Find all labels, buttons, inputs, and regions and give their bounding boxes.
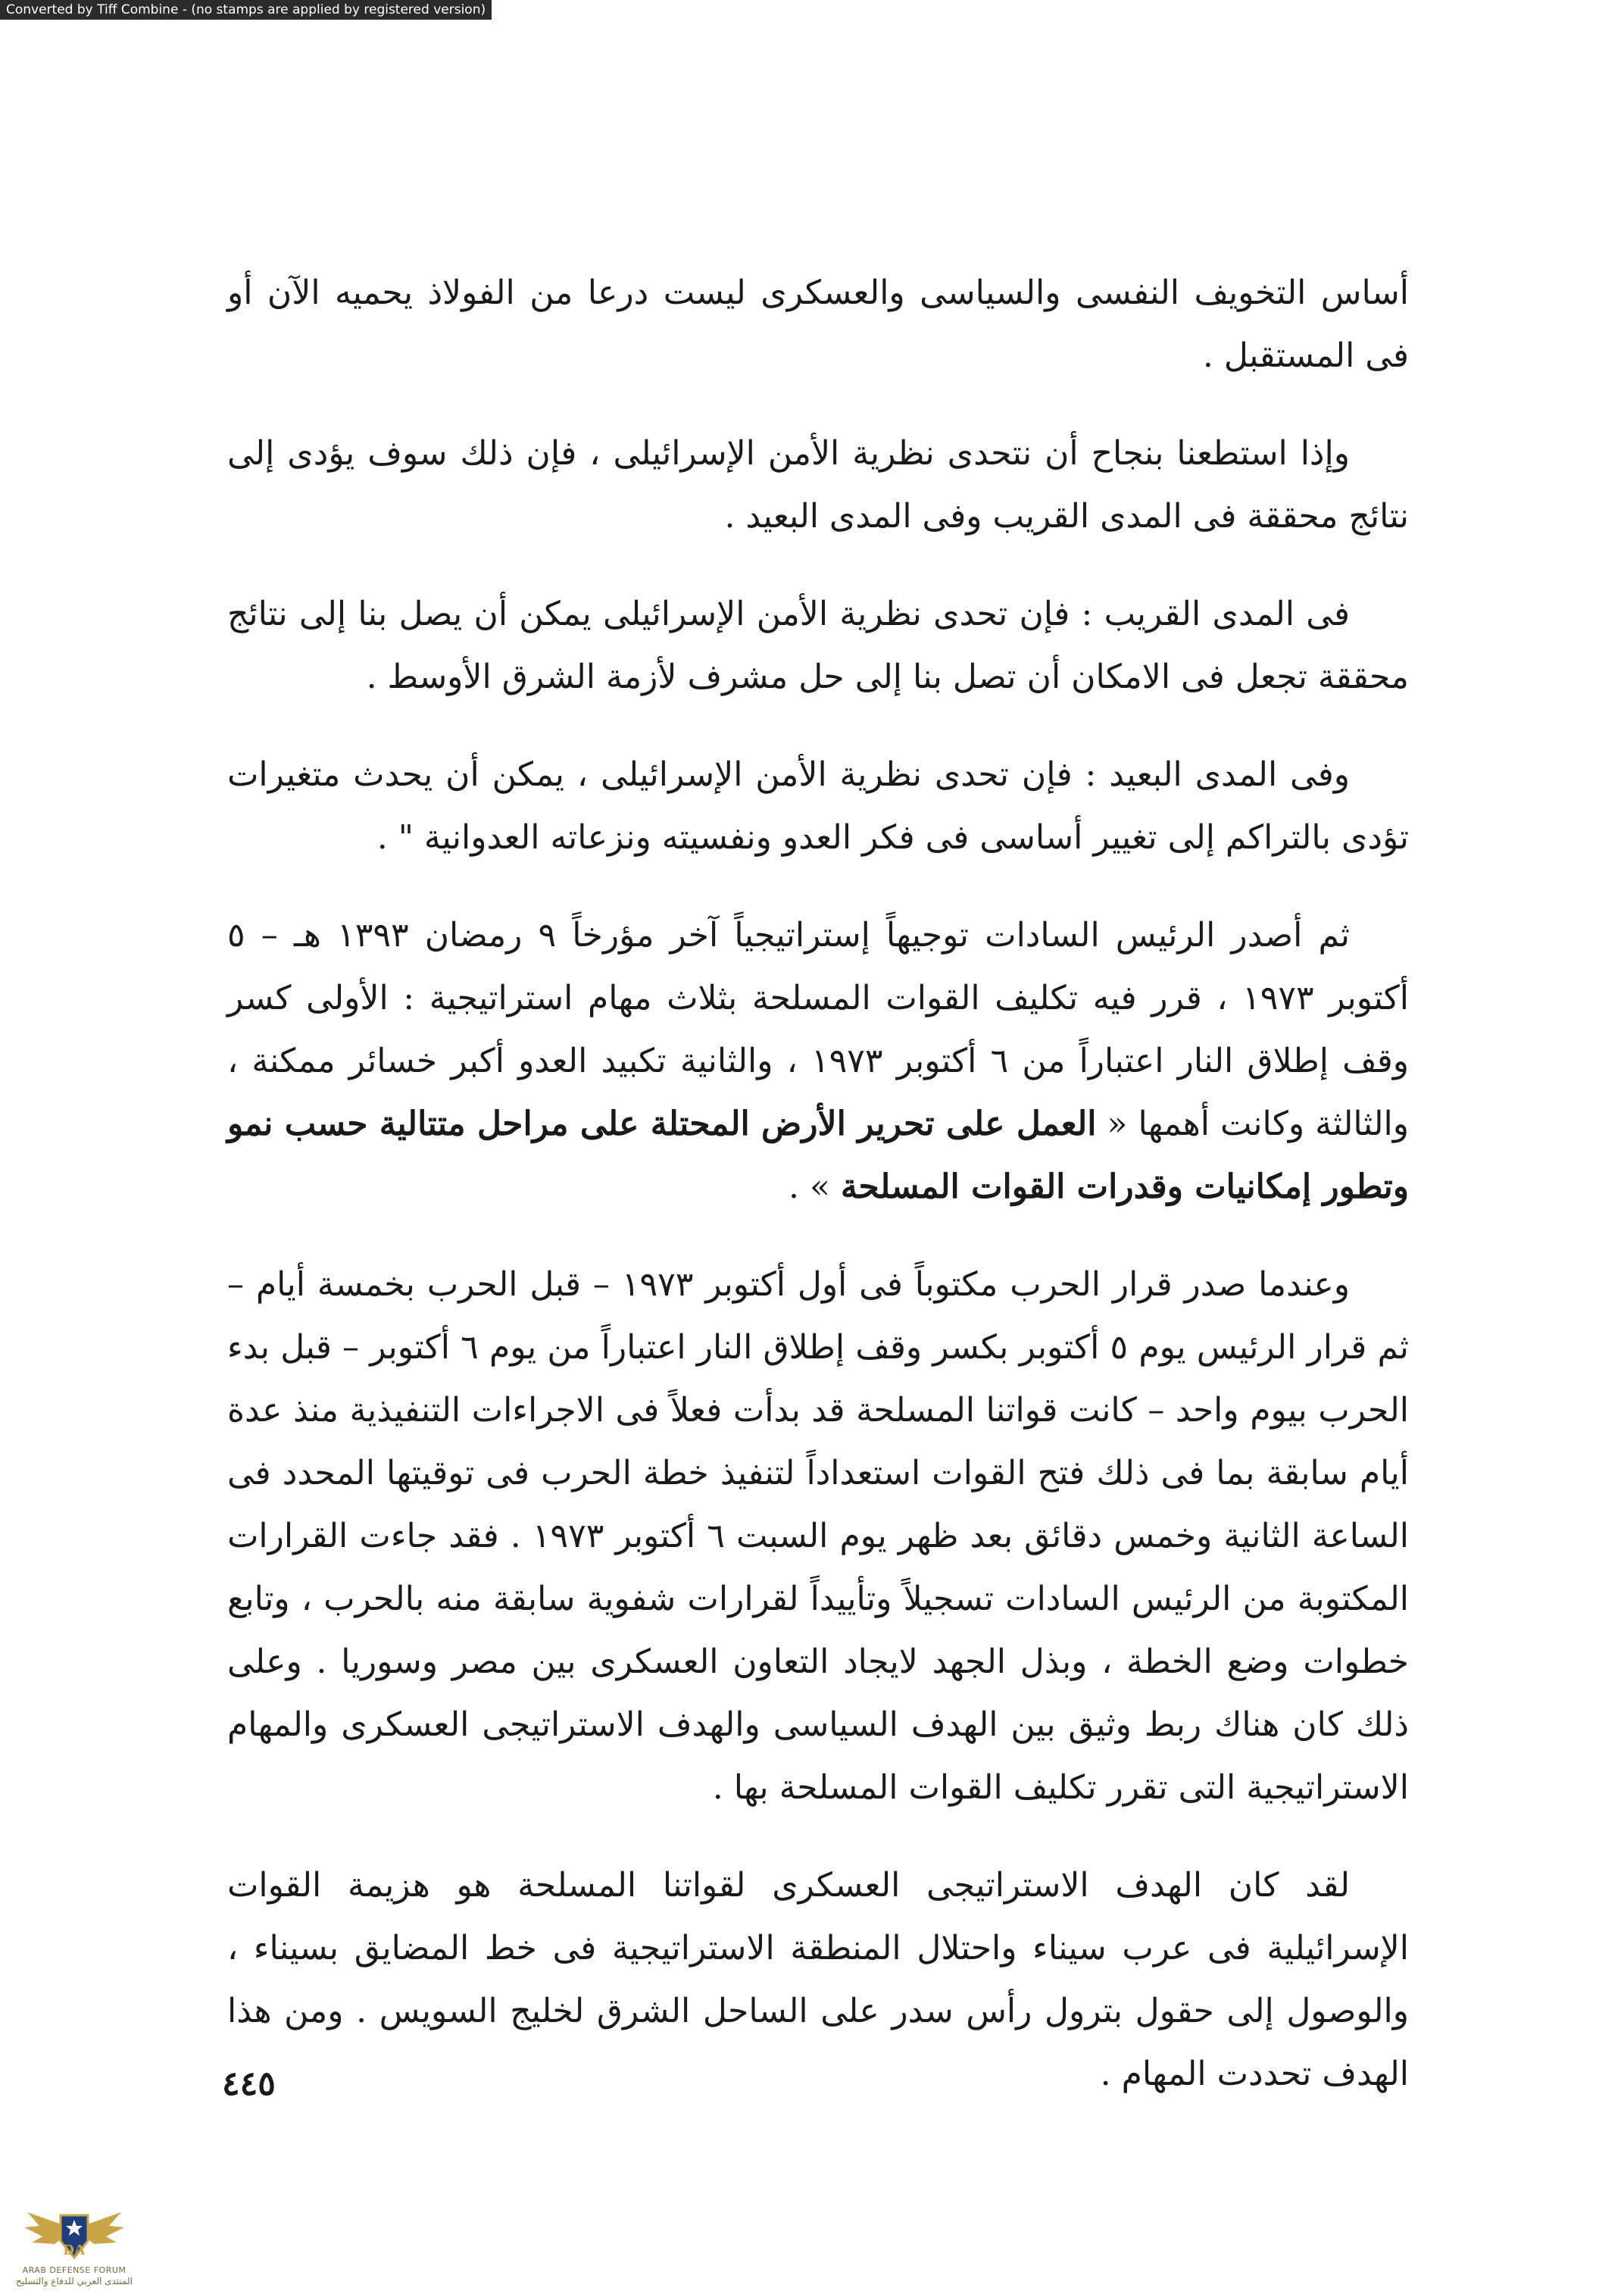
logo-abbr: DA — [63, 2242, 86, 2258]
text-segment: لقد كان الهدف الاستراتيجى العسكرى لقواتنا المسلحة هو هزيمة القوات الإسرائيلية فى عرب سيناء واحتلال المنطقة الاستراتيجية فى خط المضايق بسيناء ، والوصول إلى حقول بترول رأس سدر على الساحل الشرق لخليج السويس . ومن هذا الهدف تحددت المهام . — [227, 1866, 1409, 2093]
bold-text-segment: العمل على تحرير الأرض المحتلة على مراحل متتالية حسب نمو وتطور إمكانيات وقدرات القوات المسلحة — [227, 1105, 1409, 1206]
text-segment: فى المدى القريب : فإن تحدى نظرية الأمن الإسرائيلى يمكن أن يصل بنا إلى نتائج محققة تجعل فى الامكان أن تصل بنا إلى حل مشرف لأزمة الشرق الأوسط . — [227, 595, 1409, 696]
document-body — [227, 261, 1409, 2140]
paragraph-4 — [227, 743, 1409, 869]
text-segment: وفى المدى البعيد : فإن تحدى نظرية الأمن الإسرائيلى ، يمكن أن يحدث متغيرات تؤدى بالتراكم إلى تغيير أساسى فى فكر العدو ونفسيته ونزعاته العدوانية " . — [227, 755, 1409, 857]
paragraph-7 — [227, 1854, 1409, 2105]
paragraph-1 — [227, 261, 1409, 387]
text-segment: » . — [789, 1167, 841, 1206]
text-segment: وإذا استطعنا بنجاح أن نتحدى نظرية الأمن الإسرائيلى ، فإن ذلك سوف يؤدى إلى نتائج محققة فى المدى القريب وفى المدى البعيد . — [227, 434, 1409, 536]
forum-logo-caption — [6, 2265, 142, 2286]
paragraph-5 — [227, 904, 1409, 1218]
logo-name-ar: المنتدى العربي للدفاع والتسليح — [16, 2276, 133, 2286]
paragraph-2 — [227, 422, 1409, 548]
text-segment: ثم أصدر الرئيس السادات توجيهاً إستراتيجياً آخر مؤرخاً ٩ رمضان ١٣٩٣ هـ – ٥ أكتوبر ١٩٧٣ ، قرر فيه تكليف القوات المسلحة بثلاث مهام استراتيجية : الأولى كسر وقف إطلاق النار اعتباراً من ٦ أكتوبر ١٩٧٣ ، والثانية تكبيد العدو أكبر خسائر ممكنة ، والثالثة وكانت أهمها « — [227, 916, 1409, 1143]
logo-name-en: ARAB DEFENSE FORUM — [22, 2265, 126, 2275]
text-segment: أساس التخويف النفسى والسياسى والعسكرى ليست درعا من الفولاذ يحميه الآن أو فى المستقبل . — [227, 273, 1409, 375]
page-number: ٤٤٥ — [222, 2064, 276, 2103]
converter-banner: Converted by Tiff Combine - (no stamps are applied by registered version) — [0, 0, 492, 20]
text-segment: وعندما صدر قرار الحرب مكتوباً فى أول أكتوبر ١٩٧٣ – قبل الحرب بخمسة أيام – ثم قرار الرئيس يوم ٥ أكتوبر بكسر وقف إطلاق النار اعتباراً من يوم ٦ أكتوبر – قبل بدء الحرب بيوم واحد – كانت قواتنا المسلحة قد بدأت فعلاً فى الاجراءات التنفيذية منذ عدة أيام سابقة بما فى ذلك فتح القوات استعداداً لتنفيذ خطة الحرب فى توقيتها المحدد فى الساعة الثانية وخمس دقائق بعد ظهر يوم السبت ٦ أكتوبر ١٩٧٣ . فقد جاءت القرارات المكتوبة من الرئيس السادات تسجيلاً وتأييداً لقرارات شفوية سابقة منه بالحرب ، وتابع خطوات وضع الخطة ، وبذل الجهد لايجاد التعاون العسكرى بين مصر وسوريا . وعلى ذلك كان هناك ربط وثيق بين الهدف السياسى والهدف الاستراتيجى العسكرى والمهام الاستراتيجية التى تقرر تكليف القوات المسلحة بها . — [227, 1265, 1410, 1807]
paragraph-3 — [227, 583, 1409, 708]
paragraph-6 — [227, 1253, 1409, 1819]
